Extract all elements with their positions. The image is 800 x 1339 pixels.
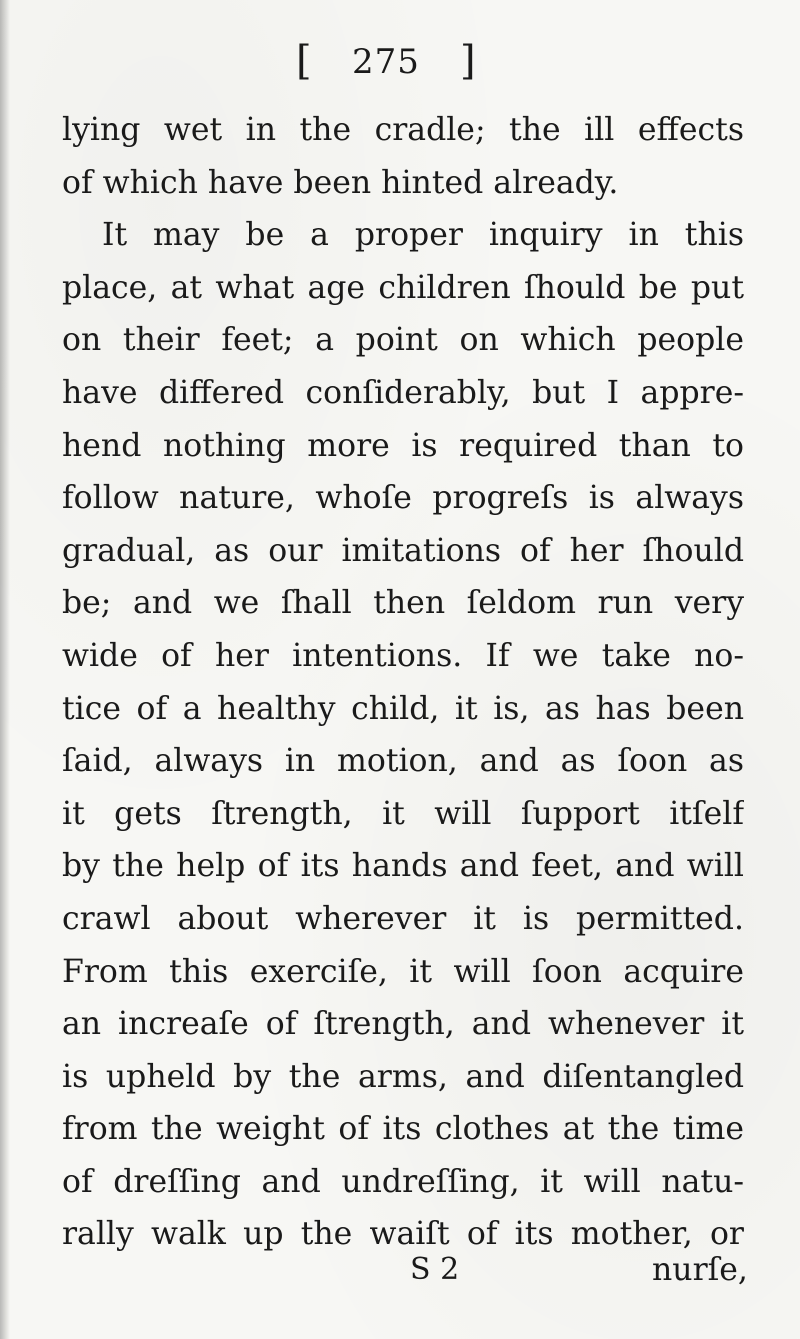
header-bracket-left: [ bbox=[296, 38, 312, 84]
text-line: from the weight of its clothes at the time bbox=[62, 1111, 744, 1148]
text-line: have differed conſiderably, but I appre- bbox=[62, 374, 744, 411]
header-bracket-right: ] bbox=[460, 38, 476, 84]
text-line: place, at what age children ſhould be put bbox=[62, 269, 744, 306]
text-line: of dreſſing and undreſſing, it will natu- bbox=[62, 1163, 744, 1200]
signature-mark: S 2 bbox=[410, 1252, 460, 1287]
text-line: is upheld by the arms, and diſentangled bbox=[62, 1058, 744, 1095]
page-footer bbox=[0, 1246, 800, 1306]
text-line: From this exerciſe, it will ſoon acquire bbox=[62, 953, 744, 990]
paragraph-start-line: It may be a proper inquiry in this bbox=[102, 217, 744, 254]
text-line: it gets ſtrength, it will ſupport itſelf bbox=[62, 795, 744, 832]
text-line: on their feet; a point on which people bbox=[62, 322, 744, 359]
page-header bbox=[0, 38, 800, 98]
text-line: wide of her intentions. If we take no- bbox=[62, 637, 744, 674]
text-line: crawl about wherever it is permitted. bbox=[62, 900, 744, 937]
text-line: tice of a healthy child, it is, as has been bbox=[62, 690, 744, 727]
text-line: hend nothing more is required than to bbox=[62, 427, 744, 464]
text-line: of which have been hinted already. bbox=[62, 164, 619, 201]
page-number: 275 bbox=[352, 42, 420, 82]
page-edge-shadow bbox=[0, 0, 10, 1339]
catchword: nurſe, bbox=[652, 1252, 748, 1288]
text-line: ſaid, always in motion, and as ſoon as bbox=[62, 743, 744, 780]
text-line: be; and we ſhall then ſeldom run very bbox=[62, 585, 744, 622]
text-line: by the help of its hands and feet, and will bbox=[62, 848, 744, 885]
text-line: lying wet in the cradle; the ill effects bbox=[62, 112, 744, 148]
text-line: an increaſe of ſtrength, and whenever it bbox=[62, 1006, 744, 1043]
body-text bbox=[62, 104, 744, 1261]
text-line: follow nature, whoſe progreſs is always bbox=[62, 480, 744, 517]
text-line: rally walk up the waiſt of its mother, or bbox=[62, 1216, 744, 1253]
text-line: gradual, as our imitations of her ſhould bbox=[62, 532, 744, 569]
